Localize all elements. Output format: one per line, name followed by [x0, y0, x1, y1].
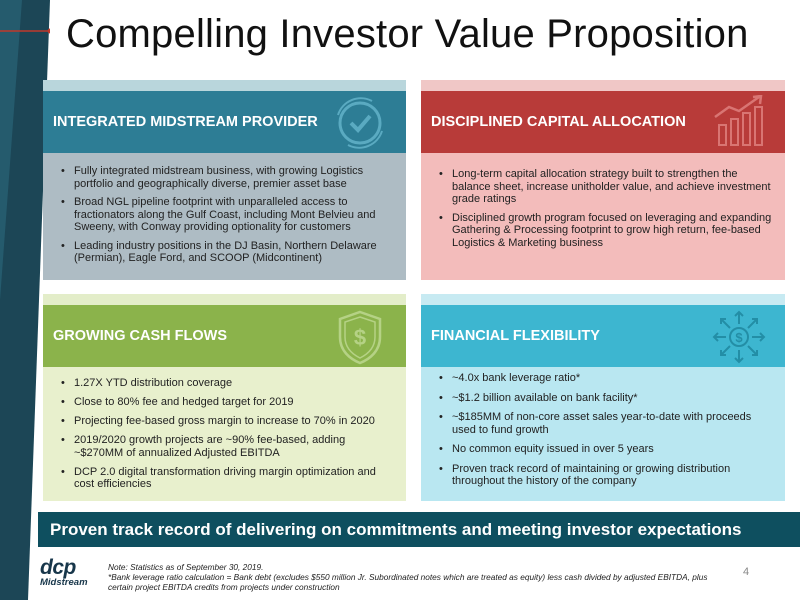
- card-body: [43, 153, 406, 280]
- card-header: [43, 305, 406, 367]
- card-top-strip: [421, 80, 785, 91]
- dollar-arrows-icon: [711, 309, 767, 365]
- list-item: • Fully integrated midstream business, with growing Logistics portfolio and geographically diverse, premier asset base: [55, 165, 394, 190]
- card-header: [43, 91, 406, 153]
- list-item: • ~4.0x bank leverage ratio*: [433, 372, 773, 385]
- card-header: [421, 305, 785, 367]
- card-body: [43, 367, 406, 501]
- card-heading: GROWING CASH FLOWS: [53, 328, 227, 344]
- list-item: • DCP 2.0 digital transformation driving margin optimization and cost efficiencies: [55, 466, 394, 491]
- list-item: • Long-term capital allocation strategy built to strengthen the balance sheet, increase unitholder value, and achieve investment grade ratings: [433, 168, 773, 206]
- summary-banner: Proven track record of delivering on commitments and meeting investor expectations: [38, 512, 800, 547]
- svg-text:$: $: [735, 330, 743, 345]
- list-item: • 2019/2020 growth projects are ~90% fee-based, adding ~$270MM of annualized Adjusted EBITDA: [55, 434, 394, 459]
- card-body: [421, 153, 785, 280]
- slide-title: Compelling Investor Value Proposition: [66, 12, 749, 56]
- bullet-list: [55, 377, 394, 491]
- card-capital-allocation: [421, 80, 785, 280]
- list-item: • Proven track record of maintaining or growing distribution throughout the history of the company: [433, 463, 773, 488]
- card-heading: FINANCIAL FLEXIBILITY: [431, 328, 600, 344]
- card-financial-flexibility: [421, 294, 785, 501]
- list-item: • No common equity issued in over 5 years: [433, 443, 773, 456]
- card-body: [421, 367, 785, 501]
- dollar-shield-icon: [332, 309, 388, 365]
- list-item: • Projecting fee-based gross margin to increase to 70% in 2020: [55, 415, 394, 428]
- logo-wordmark: dcp: [40, 556, 76, 579]
- footnote-leverage: *Bank leverage ratio calculation = Bank debt (excludes $550 million Jr. Subordinated notes which are treated as equity) less cash divided by adjusted EBITDA, plus certain project EBITDA credits from projects under construction: [108, 572, 708, 592]
- page-number: 4: [743, 566, 750, 578]
- bullet-list: [433, 372, 773, 488]
- card-growing-cash-flows: [43, 294, 406, 501]
- list-item: • Disciplined growth program focused on leveraging and expanding Gathering & Processing footprint to grow high return, fee-based Logistics & Marketing business: [433, 212, 773, 250]
- bullet-list: [433, 168, 773, 249]
- card-top-strip: [43, 80, 406, 91]
- card-heading: DISCIPLINED CAPITAL ALLOCATION: [431, 114, 686, 130]
- checkmark-circle-icon: [332, 95, 388, 151]
- svg-text:$: $: [353, 325, 367, 350]
- logo-subtitle: Midstream: [40, 577, 88, 588]
- list-item: • Broad NGL pipeline footprint with unparalleled access to fractionators along the Gulf Coast, including Mont Belvieu and Sweeny, with Conway providing optionality for customers: [55, 196, 394, 234]
- card-header: [421, 91, 785, 153]
- footnote-statistics: Note: Statistics as of September 30, 2019.: [108, 562, 264, 572]
- card-top-strip: [43, 294, 406, 305]
- company-logo: [40, 558, 96, 592]
- footnotes: [108, 562, 728, 592]
- list-item: • Close to 80% fee and hedged target for 2019: [55, 396, 394, 409]
- list-item: • 1.27X YTD distribution coverage: [55, 377, 394, 390]
- card-integrated-midstream: [43, 80, 406, 280]
- list-item: • Leading industry positions in the DJ Basin, Northern Delaware (Permian), Eagle Ford, and SCOOP (Midcontinent): [55, 240, 394, 265]
- bullet-list: [55, 165, 394, 265]
- list-item: • ~$185MM of non-core asset sales year-to-date with proceeds used to fund growth: [433, 411, 773, 436]
- list-item: • ~$1.2 billion available on bank facility*: [433, 392, 773, 405]
- card-heading: INTEGRATED MIDSTREAM PROVIDER: [53, 114, 318, 130]
- card-top-strip: [421, 294, 785, 305]
- bar-chart-growth-icon: [711, 95, 767, 151]
